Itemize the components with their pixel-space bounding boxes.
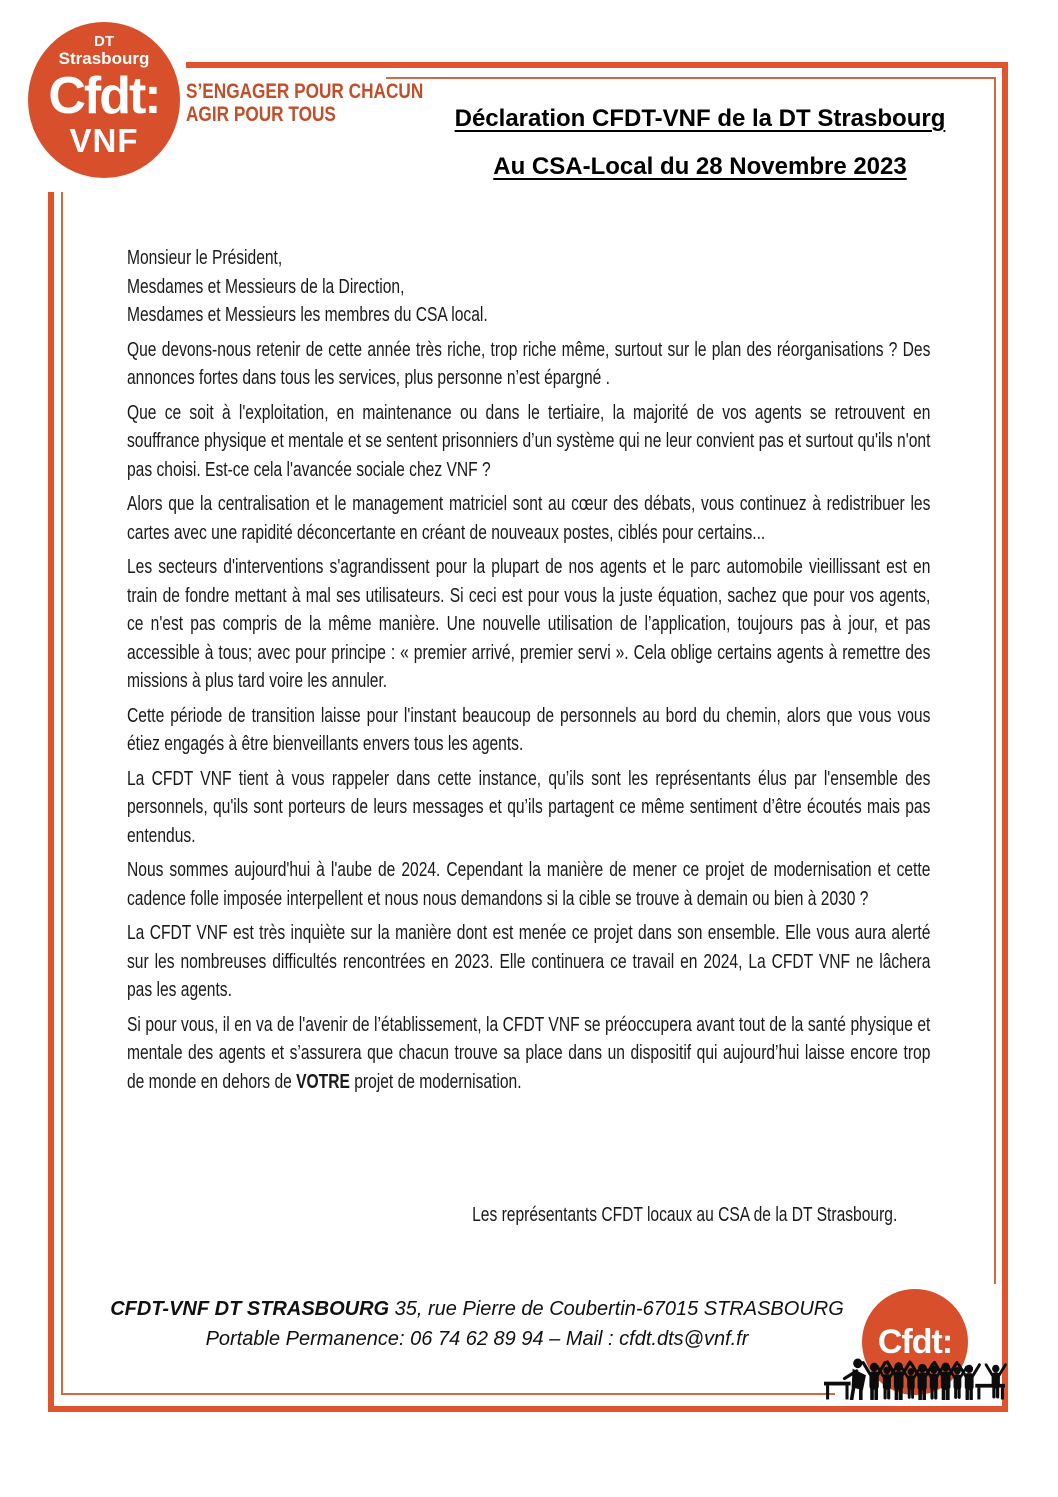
title-line2: Au CSA-Local du 28 Novembre 2023 [493,153,907,180]
salutation-line: Mesdames et Messieurs de la Direction, [127,275,405,298]
paragraph: Nous sommes aujourd'hui à l'aube de 2024. Cependant la manière de mener ce projet de modernisation et cette cadence folle imposée interpellent et nous nous demandons si la cible se trouve à demain ou bien à 2030 ? [127,859,931,910]
closing-post: projet de modernisation. [349,1070,522,1093]
signature-block [127,1204,930,1227]
footer-address-line [62,1294,892,1324]
logo-vnf-label: VNF [69,122,139,159]
paragraph: Alors que la centralisation et le management matriciel sont au cœur des débats, vous continuez à redistribuer les cartes avec une rapidité déconcertante en créant de nouveaux postes, ciblés pour certains... [127,493,931,544]
closing-pre: Si pour vous, il en va de l'avenir de l’établissement, la CFDT VNF se préoccupera avant tout de la santé physique et mentale des agents et s’assurera que chacun trouve sa place dans un dispositif qui aujourd’hui laisse encore trop de monde en dehors de [127,1013,931,1093]
logo-strasbourg-label: Strasbourg [58,49,150,68]
title-line1: Déclaration CFDT-VNF de la DT Strasbourg [454,105,946,132]
bottom-logo-cfdt-wordmark: Cfdt: [877,1322,953,1361]
paragraph-closing [127,1011,930,1097]
slogan-line1: S’ENGAGER POUR CHACUN [186,80,424,103]
document-title [435,104,965,182]
paragraph: Cette période de transition laisse pour l'instant beaucoup de personnels au bord du chemin, alors que vous vous étiez engagés à être bienveillants envers tous les agents. [127,704,931,755]
cfdt-vnf-logo [28,22,180,178]
logo-cfdt-wordmark: Cfdt: [48,67,160,125]
slogan [186,80,423,126]
footer-org-name: CFDT-VNF DT STRASBOURG [110,1298,390,1320]
salutation-block [127,244,930,330]
paragraph: Que ce soit à l'exploitation, en maintenance ou dans le tertiaire, la majorité de vos agents se retrouvent en souffrance physique et mentale et se sentent prisonniers d’un système qui ne leur convient pas et surtout qu'ils n'ont pas choisi. Est-ce cela l'avancée sociale chez VNF ? [127,401,931,481]
signature-line: Les représentants CFDT locaux au CSA de la DT Strasbourg. [472,1204,898,1226]
salutation-line: Monsieur le Président, [127,247,283,269]
salutation-line: Mesdames et Messieurs les membres du CSA local. [127,304,488,326]
letter-body [127,244,930,1102]
cfdt-logo-circle [28,22,180,178]
paragraph: Les secteurs d'interventions s'agrandissent pour la plupart de nos agents et le parc automobile vieillissant est en train de fondre mettant à mal ses utilisateurs. Si ceci est pour vous la juste équation, sachez que pour vos agents, ce n'est pas compris de la même manière. Une nouvelle utilisation de l’application, toujours pas à jour, et pas accessible à tous; avec pour principe : « premier arrivé, premier servi ». Cela oblige certains agents à remettre des missions à plus tard voire les annuler. [127,556,931,692]
footer [62,1294,892,1354]
footer-street-address: 35, rue Pierre de Coubertin-67015 STRASBOURG [389,1298,844,1320]
crowd-silhouette-illustration [823,1330,1007,1400]
paragraph: La CFDT VNF est très inquiète sur la manière dont est menée ce projet dans son ensemble. Elle vous aura alerté sur les nombreuses difficultés rencontrées en 2023. Elle continuera ce travail en 2024, La CFDT VNF ne lâchera pas les agents. [127,922,931,1001]
paragraph: Que devons-nous retenir de cette année très riche, trop riche même, surtout sur le plan des réorganisations ? Des annonces fortes dans tous les services, plus personne n’est épargné . [127,338,931,389]
closing-votre-bold: VOTRE [296,1070,350,1093]
slogan-line2: AGIR POUR TOUS [186,103,336,126]
footer-contact-line: Portable Permanence: 06 74 62 89 94 – Mail : cfdt.dts@vnf.fr [205,1328,749,1350]
logo-dt-label: DT [94,33,114,50]
paragraph: La CFDT VNF tient à vous rappeler dans cette instance, qu’ils sont les représentants élus par l'ensemble des personnels, qu'ils sont porteurs de leurs messages et qu’ils partagent ce même sentiment d’être écoutés mais pas entendus. [127,767,931,847]
